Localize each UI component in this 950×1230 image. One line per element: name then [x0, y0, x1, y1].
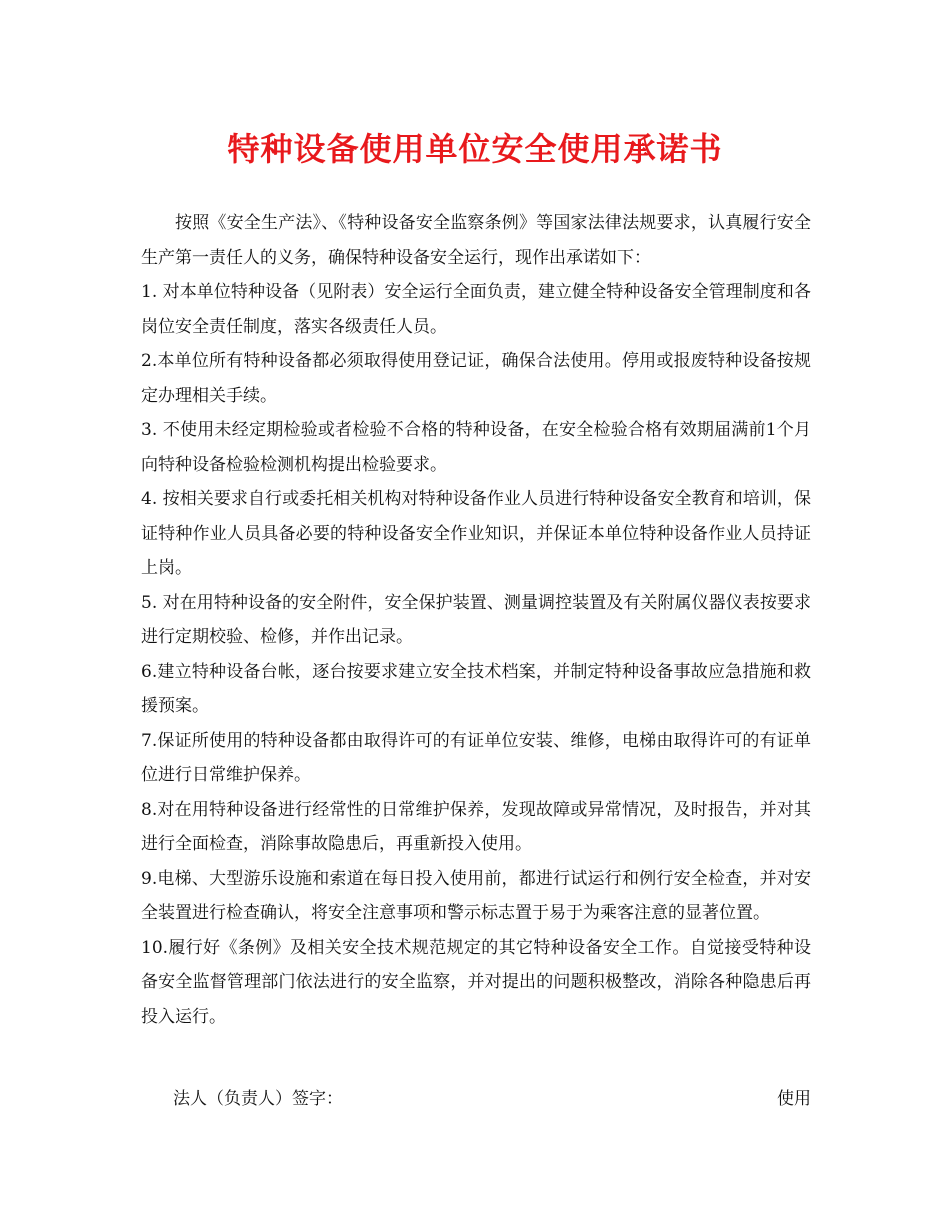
commitment-item-8: 8.对在用特种设备进行经常性的日常维护保养，发现故障或异常情况，及时报告，并对其进行全面检查，消除事故隐患后，再重新投入使用。 — [141, 799, 811, 854]
commitment-item-3: 3. 不使用未经定期检验或者检验不合格的特种设备，在安全检验合格有效期届满前1个月向特种设备检验检测机构提出检验要求。 — [141, 420, 811, 475]
commitment-item-6: 6.建立特种设备台帐，逐台按要求建立安全技术档案，并制定特种设备事故应急措施和救援预案。 — [141, 661, 811, 716]
commitment-item-10: 10.履行好《条例》及相关安全技术规范规定的其它特种设备安全工作。自觉接受特种设备安全监督管理部门依法进行的安全监察，并对提出的问题积极整改，消除各种隐患后再投入运行。 — [141, 937, 811, 1027]
commitment-item-1: 1. 对本单位特种设备（见附表）安全运行全面负责，建立健全特种设备安全管理制度和各岗位安全责任制度，落实各级责任人员。 — [141, 282, 811, 337]
document-title: 特种设备使用单位安全使用承诺书 — [227, 130, 723, 168]
commitment-item-2: 2.本单位所有特种设备都必须取得使用登记证，确保合法使用。停用或报废特种设备按规定办理相关手续。 — [141, 351, 811, 406]
signature-label: 法人（负责人）签字： — [173, 1089, 343, 1109]
commitment-item-4: 4. 按相关要求自行或委托相关机构对特种设备作业人员进行特种设备安全教育和培训，保证特种作业人员具备必要的特种设备安全作业知识，并保证本单位特种设备作业人员持证上岗。 — [141, 489, 811, 578]
document-body — [141, 206, 811, 1034]
commitment-item-5: 5. 对在用特种设备的安全附件，安全保护装置、测量调控装置及有关附属仪器仪表按要求进行定期校验、检修，并作出记录。 — [141, 592, 811, 647]
signature-right-text: 使用 — [777, 1089, 811, 1109]
intro-paragraph: 按照《安全生产法》、《特种设备安全监察条例》等国家法律法规要求，认真履行安全生产第一责任人的义务，确保特种设备安全运行，现作出承诺如下： — [141, 213, 811, 268]
commitment-item-7: 7.保证所使用的特种设备都由取得许可的有证单位安装、维修，电梯由取得许可的有证单位进行日常维护保养。 — [141, 730, 811, 785]
commitment-item-9: 9.电梯、大型游乐设施和索道在每日投入使用前，都进行试运行和例行安全检查，并对安全装置进行检查确认，将安全注意事项和警示标志置于易于为乘客注意的显著位置。 — [141, 868, 811, 923]
